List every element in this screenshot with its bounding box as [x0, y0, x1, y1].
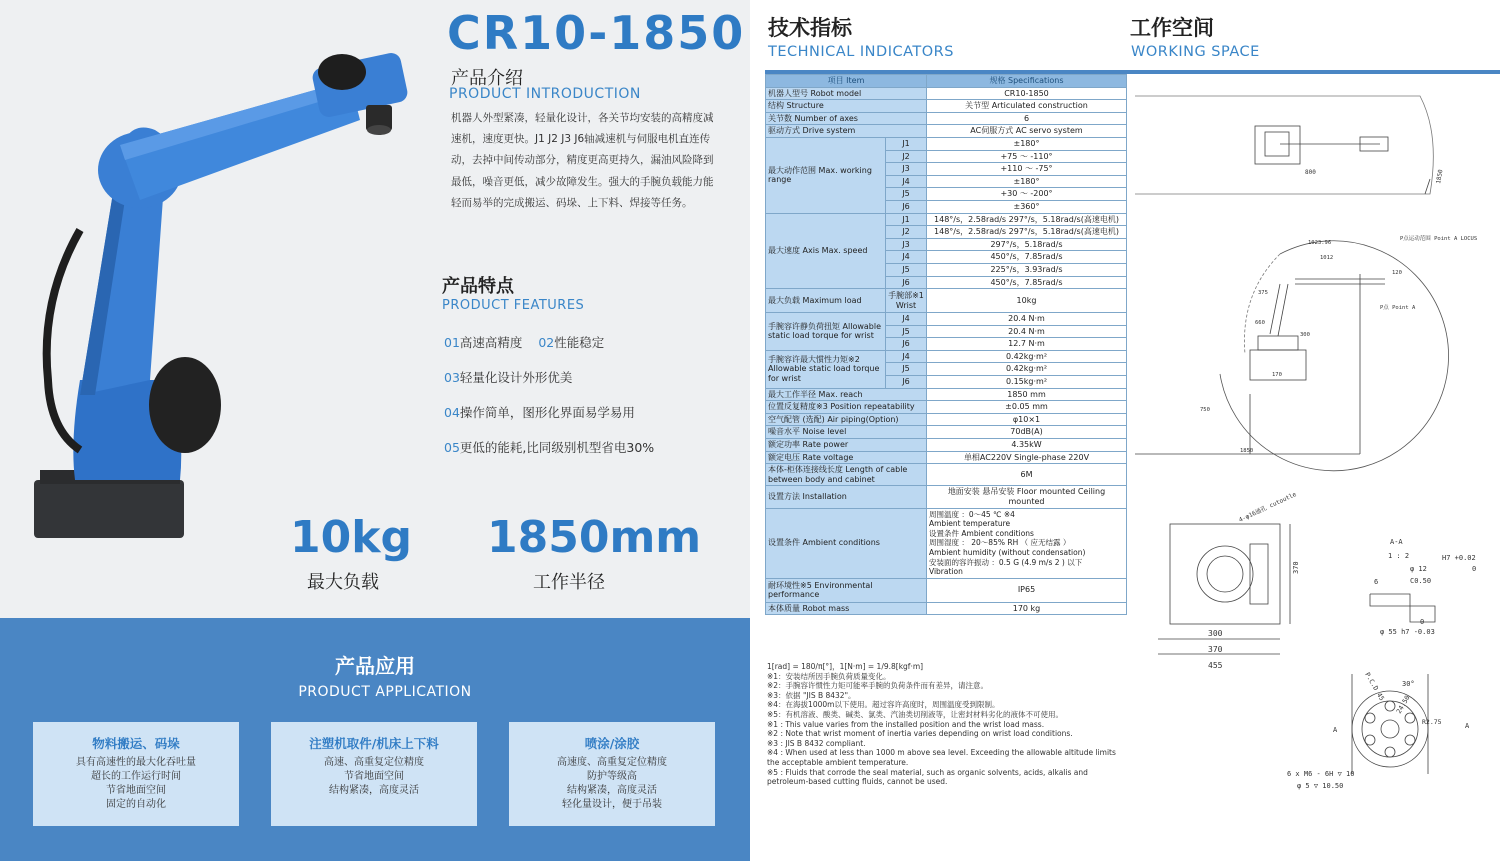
card-line: 高速、高重复定位精度 — [324, 757, 424, 768]
ambient-line: Vibration — [929, 567, 963, 577]
table-row — [766, 578, 1127, 602]
dim-c050: C0.50 — [1410, 577, 1432, 585]
axis-label: J5 — [886, 188, 927, 201]
intro-line: 速机，速度更快。J1 J2 J3 J6轴减速机与伺服电机直连传 — [451, 133, 711, 146]
ambient-line: 周围湿度 ： 20～85% RH （ 应无结露 ） — [929, 538, 1071, 548]
row-label: 本体-柜体连接线长度 Length of cable between body and cabinet — [766, 464, 927, 486]
card-line: 防护等级高 — [587, 771, 637, 782]
axis-label: J6 — [886, 376, 927, 389]
dim-base-370: 370 — [1208, 645, 1223, 654]
dim-375: 375 — [1258, 290, 1268, 296]
top-view-drawing — [1135, 96, 1433, 194]
intro-title-en: PRODUCT INTRODUCTION — [449, 86, 641, 102]
robot-arm-illustration — [20, 50, 420, 550]
row-value: 297°/s，5.18rad/s — [927, 238, 1127, 251]
ambient-line: Ambient humidity (without condensation) — [929, 547, 1086, 557]
axis-label: 手腕部※1 Wrist — [886, 289, 927, 313]
table-row — [766, 289, 1127, 313]
row-label: 额定电压 Rate voltage — [766, 451, 927, 464]
row-value: 225°/s，3.93rad/s — [927, 263, 1127, 276]
robot-cable — [47, 230, 80, 450]
row-value: +110 ～ -75° — [927, 163, 1127, 176]
row-value: 450°/s，7.85rad/s — [927, 251, 1127, 264]
row-value: 70dB(A) — [927, 426, 1127, 439]
dim-1012: 1012 — [1320, 255, 1334, 261]
dim-ratio: 1 : 2 — [1388, 552, 1410, 560]
card-line: 固定的自动化 — [106, 799, 166, 810]
robot-base — [34, 470, 184, 538]
robot-j2-motor — [149, 357, 221, 453]
row-value: IP65 — [927, 578, 1127, 602]
model-title: CR10-1850 — [447, 6, 746, 60]
max-load-label: 最大负载 — [307, 572, 379, 593]
row-label: 手腕容许静负荷扭矩 Allowable static load torque for wrist — [766, 313, 886, 351]
row-label: 噪音水平 Noise level — [766, 426, 927, 439]
table-row — [766, 100, 1127, 113]
row-value: 170 kg — [927, 602, 1127, 615]
axis-label: J2 — [886, 150, 927, 163]
row-value: ±180° — [927, 175, 1127, 188]
dim-top-radius: 1850 — [1435, 168, 1445, 185]
footnote: ※2 : Note that wrist moment of inertia varies depending on wrist load conditions. — [767, 729, 1073, 739]
axis-label: J1 — [886, 137, 927, 150]
tech-title-cn: 技术指标 — [768, 16, 852, 40]
card-line: 超长的工作运行时间 — [91, 771, 181, 782]
row-value: 10kg — [927, 289, 1127, 313]
footnotes — [767, 662, 1127, 787]
table-row — [766, 486, 1127, 508]
footnote: ※1：安装结所因手腕负荷质量变化。 — [767, 671, 891, 681]
row-value: ±180° — [927, 137, 1127, 150]
application-card — [33, 722, 239, 826]
axis-label: J1 — [886, 213, 927, 226]
footnote: the acceptable ambient temperature. — [767, 757, 909, 767]
axis-label: J4 — [886, 175, 927, 188]
flange-section-drawing — [1370, 594, 1435, 622]
card-title: 注塑机取件/机床上下料 — [309, 736, 439, 751]
feature-item: 05更低的能耗,比同级别机型省电30% — [444, 440, 655, 455]
intro-line: 机器人外型紧凑，轻量化设计，各关节均安装的高精度减 — [451, 112, 714, 124]
row-label: 额定功率 Rate power — [766, 439, 927, 452]
table-row — [766, 464, 1127, 486]
dim-1023: 1023.96 — [1308, 240, 1332, 246]
intro-line: 动，去掉中间传动部分，精度更高更持久，漏油风险降到 — [451, 154, 714, 167]
application-title-cn: 产品应用 — [335, 654, 415, 678]
table-row — [766, 213, 1127, 226]
row-label: 机器人型号 Robot model — [766, 87, 927, 100]
max-load-value: 10kg — [290, 512, 412, 563]
footnote: petroleum-based cutting fluids, cannot be used. — [767, 777, 948, 787]
dim-170: 170 — [1272, 372, 1282, 378]
ambient-line: 设置条件 Ambient conditions — [929, 528, 1034, 538]
table-row — [766, 125, 1127, 138]
table-row — [766, 350, 1127, 363]
dim-m6: 6 x M6 - 6H ▽ 10 — [1287, 770, 1355, 778]
row-value: AC伺服方式 AC servo system — [927, 125, 1127, 138]
row-label: 耐环境性※5 Environmental performance — [766, 578, 927, 602]
ambient-line: 周围温度 ：0～45 ℃ ※4 — [929, 509, 1015, 519]
row-value: 0.42kg·m² — [927, 350, 1127, 363]
dim-h7-lower: 0 — [1472, 565, 1477, 573]
footnote: ※5：有机溶液、酸类、碱类、氯类、汽油类切削液等，让密封材料劣化的液体不可使用。 — [767, 709, 1064, 719]
row-label: 结构 Structure — [766, 100, 927, 113]
row-value: 450°/s，7.85rad/s — [927, 276, 1127, 289]
row-value: ±360° — [927, 200, 1127, 213]
workspace-title-en: WORKING SPACE — [1131, 44, 1260, 60]
row-value: φ10×1 — [927, 413, 1127, 426]
table-row — [766, 401, 1127, 414]
dim-6: 6 — [1374, 578, 1379, 586]
axis-label: J4 — [886, 350, 927, 363]
table-row — [766, 439, 1127, 452]
reach-label: 工作半径 — [533, 572, 605, 593]
row-value: 6 — [927, 112, 1127, 125]
footnote: ※3：依据 "JIS B 8432"。 — [767, 690, 856, 700]
row-value: 6M — [927, 464, 1127, 486]
footnote: ※4：在海拔1000m以下使用。超过容许高度时，周围温度受到限制。 — [767, 700, 1000, 710]
spec-table — [765, 74, 1127, 615]
dim-top-800: 800 — [1305, 169, 1316, 176]
row-value: 地面安装 悬吊安装 Floor mounted Ceiling mounted — [927, 486, 1127, 508]
row-value: +75 ～ -110° — [927, 150, 1127, 163]
row-value: 12.7 N·m — [927, 338, 1127, 351]
card-line: 高速度、高重复定位精度 — [557, 757, 667, 768]
header-item: 项目 Item — [766, 75, 927, 88]
row-label: 最大工作半径 Max. reach — [766, 388, 927, 401]
row-label: 驱动方式 Drive system — [766, 125, 927, 138]
intro-text — [451, 108, 726, 214]
dim-aa: A-A — [1390, 538, 1403, 546]
card-title: 喷涂/涂胶 — [584, 736, 640, 751]
row-value: 20.4 N·m — [927, 325, 1127, 338]
row-label: 手腕容许最大惯性力矩※2 Allowable static load torque for wrist — [766, 350, 886, 388]
axis-label: J3 — [886, 163, 927, 176]
table-row — [766, 602, 1127, 615]
dim-30deg: 30° — [1402, 680, 1415, 688]
dim-a-left: A — [1333, 726, 1338, 734]
row-value: CR10-1850 — [927, 87, 1127, 100]
table-row — [766, 75, 1127, 88]
dim-cutout: 4-φ16通孔 cutoutle — [1237, 491, 1298, 524]
dim-phi55-lower: 0 — [1420, 618, 1425, 626]
row-value: 1850 mm — [927, 388, 1127, 401]
card-line: 具有高速性的最大化吞吐量 — [76, 757, 196, 768]
table-row — [766, 451, 1127, 464]
application-card — [509, 722, 715, 826]
tech-title-en: TECHNICAL INDICATORS — [768, 44, 954, 60]
axis-label: J2 — [886, 226, 927, 239]
axis-label: J4 — [886, 313, 927, 326]
row-label: 位置反复精度※3 Position repeatability — [766, 401, 927, 414]
dim-base-370v: 370 — [1292, 561, 1300, 574]
table-row — [766, 388, 1127, 401]
dim-r275: R2.75 — [1422, 718, 1442, 726]
card-line: 结构紧凑，高度灵活 — [329, 785, 419, 796]
dim-point-a: P点 Point A — [1380, 305, 1416, 311]
row-value: 0.42kg·m² — [927, 363, 1127, 376]
table-row — [766, 508, 1127, 578]
application-card — [271, 722, 477, 826]
row-value: 单相AC220V Single-phase 220V — [927, 451, 1127, 464]
dim-p-point: P点运动范围 Point A LOCUS — [1400, 236, 1478, 242]
table-row — [766, 426, 1127, 439]
footnote: ※5 : Fluids that corrode the seal material, such as organic solvents, acids, alkalis and — [767, 767, 1088, 777]
ambient-line: 安装面的容许振动 ：0.5 G (4.9 m/s 2 ) 以下 — [929, 557, 1083, 567]
row-label: 设置条件 Ambient conditions — [766, 508, 927, 578]
feature-item: 04操作简单，图形化界面易学易用 — [444, 405, 635, 420]
feature-item: 01高速高精度 02性能稳定 — [444, 335, 605, 350]
workspace-title-cn: 工作空间 — [1130, 16, 1214, 40]
footnote: ※1 : This value varies from the installed position and the wrist load mass. — [767, 719, 1045, 729]
axis-label: J6 — [886, 200, 927, 213]
row-label: 最大负载 Maximum load — [766, 289, 886, 313]
axis-label: J5 — [886, 325, 927, 338]
flange-front-drawing — [1352, 674, 1428, 774]
card-line: 节省地面空间 — [344, 771, 404, 782]
row-value: +30 ～ -200° — [927, 188, 1127, 201]
row-label: 空气配管 (选配) Air piping(Option) — [766, 413, 927, 426]
reach-value: 1850mm — [487, 512, 702, 563]
dim-pcd: P.C.D 45 — [1363, 671, 1386, 703]
header-spec: 规格 Specifications — [927, 75, 1127, 88]
row-label: 设置方法 Installation — [766, 486, 927, 508]
footnote: 1[rad] = 180/π[°]，1[N·m] = 1/9.8[kgf·m] — [767, 662, 924, 671]
card-title: 物料搬运、码垛 — [92, 736, 180, 751]
row-value: 148°/s，2.58rad/s 297°/s，5.18rad/s(高速电机) — [927, 213, 1127, 226]
table-row — [766, 87, 1127, 100]
table-row — [766, 137, 1127, 150]
ambient-line: Ambient temperature — [929, 519, 1011, 529]
intro-line: 最低，噪音更低，减少故障发生。强大的手腕负载能力能 — [451, 175, 714, 188]
dim-phi5: φ 5 ▽ 10.50 — [1297, 782, 1344, 790]
card-line: 结构紧凑，高度灵活 — [567, 785, 657, 796]
row-label: 关节数 Number of axes — [766, 112, 927, 125]
dim-1850: 1850 — [1240, 448, 1254, 454]
axis-label: J3 — [886, 238, 927, 251]
axis-label: J6 — [886, 338, 927, 351]
dim-phi55: φ 55 h7 -0.03 — [1380, 628, 1435, 636]
dim-24-50: 24.50 — [1394, 694, 1412, 715]
feature-item: 03轻量化设计外形优美 — [444, 370, 573, 385]
ambient-value — [927, 508, 1127, 578]
dim-base-300: 300 — [1208, 629, 1223, 638]
axis-label: J4 — [886, 251, 927, 264]
row-value: 关节型 Articulated construction — [927, 100, 1127, 113]
dim-base-455: 455 — [1208, 661, 1223, 670]
row-label: 最大动作范围 Max. working range — [766, 137, 886, 213]
features-title-cn: 产品特点 — [442, 276, 514, 297]
footnote: ※3 : JIS B 8432 compliant. — [767, 738, 866, 748]
row-label: 最大速度 Axis Max. speed — [766, 213, 886, 289]
footnote: ※4 : When used at less than 1000 m above sea level. Exceeding the allowable altitude limits — [767, 748, 1116, 758]
footnote: ※2：手腕容许惯性力矩可能率手腕的负荷条件而有差异，请注意。 — [767, 681, 989, 691]
table-row — [766, 413, 1127, 426]
base-plan-drawing — [1158, 524, 1290, 654]
axis-label: J5 — [886, 263, 927, 276]
features-title-en: PRODUCT FEATURES — [442, 298, 585, 313]
row-label: 本体质量 Robot mass — [766, 602, 927, 615]
dim-a-right: A — [1465, 722, 1470, 730]
intro-title-cn: 产品介绍 — [451, 68, 523, 89]
row-value: ±0.05 mm — [927, 401, 1127, 414]
dim-phi12: φ 12 — [1410, 565, 1427, 573]
row-value: 20.4 N·m — [927, 313, 1127, 326]
card-line: 节省地面空间 — [106, 785, 166, 796]
table-row — [766, 112, 1127, 125]
dim-h7: H7 +0.02 — [1442, 554, 1476, 562]
dim-120: 120 — [1392, 270, 1402, 276]
intro-line: 轻而易举的完成搬运、码垛、上下料、焊接等任务。 — [451, 196, 693, 209]
row-value: 4.35kW — [927, 439, 1127, 452]
application-title-en: PRODUCT APPLICATION — [298, 684, 472, 700]
row-value: 148°/s，2.58rad/s 297°/s，5.18rad/s(高速电机) — [927, 226, 1127, 239]
dim-300: 300 — [1300, 332, 1310, 338]
axis-label: J6 — [886, 276, 927, 289]
working-space-drawings — [1130, 74, 1498, 794]
table-row — [766, 313, 1127, 326]
dim-660: 660 — [1255, 320, 1265, 326]
axis-label: J5 — [886, 363, 927, 376]
dim-750: 750 — [1200, 407, 1210, 413]
row-value: 0.15kg·m² — [927, 376, 1127, 389]
card-line: 轻化量设计，便于吊装 — [562, 799, 662, 810]
